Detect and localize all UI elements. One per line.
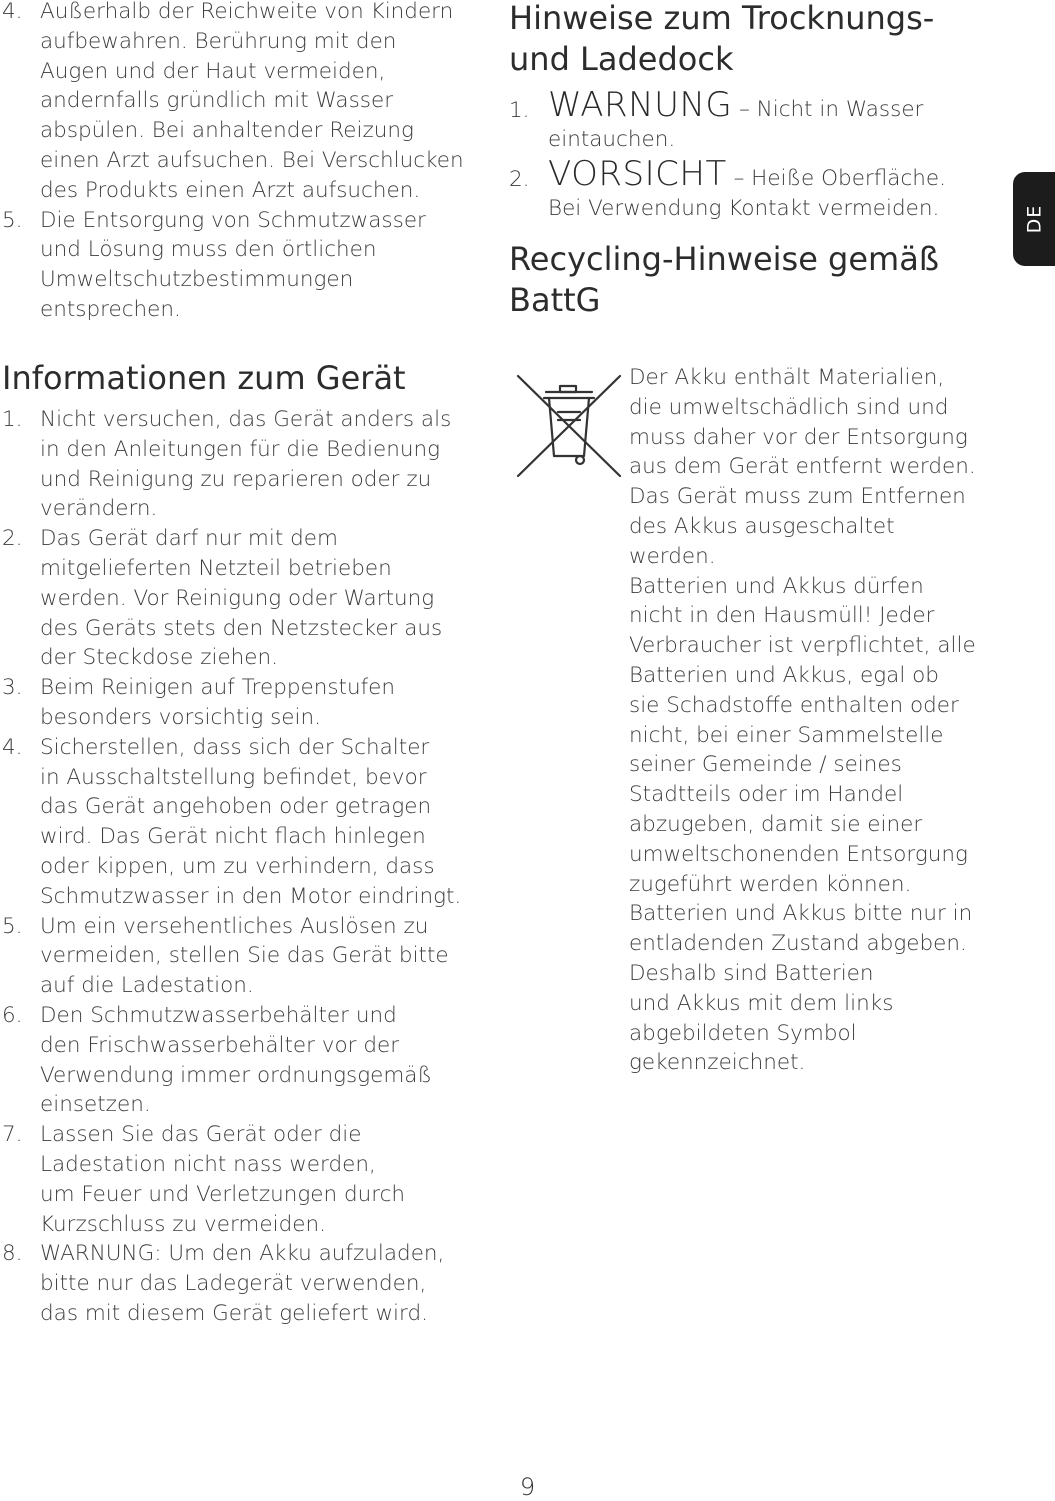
language-tab (1013, 172, 1055, 266)
section-heading-dock: Hinweise zum Trocknungs- und Ladedock (509, 0, 935, 78)
list-item (0, 206, 480, 325)
list-text: Um ein versehentliches Auslösen zu vermeiden, stellen Sie das Gerät bitte auf die Ladestation. (40, 913, 449, 999)
list-number: 5. (2, 207, 23, 233)
list-number: 2. (509, 167, 530, 192)
device-info-list (0, 405, 480, 1329)
list-number: 1. (509, 98, 530, 123)
list-text: Die Entsorgung von Schmutzwasser und Lösung muss den örtlichen Umweltschutzbestimmungen entsprechen. (40, 207, 426, 322)
caution-item (508, 154, 988, 224)
page-number: 9 (519, 1473, 536, 1501)
list-item (0, 733, 480, 912)
list-number: 4. (2, 734, 23, 760)
section-heading-recycling: Recycling-Hinweise gemäß BattG (509, 240, 939, 319)
list-item (0, 912, 480, 1001)
list-text: Lassen Sie das Gerät oder die Ladestation nicht nass werden, um Feuer und Verletzungen durch Kurzschluss zu vermeiden. (40, 1122, 406, 1237)
list-item (0, 0, 480, 206)
warning-text: – Nicht in Wasser eintauchen. (548, 97, 924, 152)
list-text: WARNUNG: Um den Akku aufzuladen, bitte nur das Ladegerät verwenden, das mit diesem Gerät geliefert wird. (40, 1241, 445, 1326)
crossed-out-wheelie-bin-icon (516, 374, 622, 478)
dock-notes-list (508, 85, 988, 224)
caution-text: – Heiße Oberfläche. Bei Verwendung Kontakt vermeiden. (548, 166, 946, 221)
list-item (0, 673, 480, 733)
list-number: 5. (2, 913, 23, 939)
list-item (0, 1001, 480, 1120)
list-text: Nicht versuchen, das Gerät anders als in den Anleitungen für die Bedienung und Reinigung zu reparieren oder zu verändern. (40, 407, 452, 522)
list-item (0, 405, 480, 524)
list-text: Außerhalb der Reichweite von Kindern aufbewahren. Berührung mit den Augen und der Haut vermeiden, andernfalls gründlich mit Wasser abspülen. Bei anhaltender Reizung einen Arzt aufsuchen. Bei Verschlucken des Produkts einen Arzt aufsuchen. (40, 0, 464, 203)
list-text: Beim Reinigen auf Treppenstufen besonders vorsichtig sein. (40, 675, 396, 730)
safety-list-continued (0, 0, 480, 325)
warning-keyword: WARNUNG (548, 85, 733, 125)
list-text: Sicherstellen, dass sich der Schalter in Ausschaltstellung befindet, bevor das Gerät angehoben oder getragen wird. Das Gerät nicht flach hinlegen oder kippen, um zu verhindern, dass Schmutzwasser in den Motor eindringt. (40, 734, 462, 909)
list-number: 1. (2, 407, 23, 432)
language-label: DE (1022, 204, 1045, 234)
list-number: 6. (2, 1002, 23, 1028)
warning-item (508, 85, 988, 155)
list-number: 3. (2, 675, 23, 701)
recycling-text: Der Akku enthält Materialien, die umweltschädlich sind und muss daher vor der Entsorgung aus dem Gerät entfernt werden. Das Gerät muss zum Entfernen des Akkus ausgeschaltet werden. Batterien und Akkus dürfen nicht in den Hausmüll! Jeder Verbraucher ist verpflichtet, alle Batterien und Akkus, egal ob sie Schadstoffe enthalten oder nicht, bei einer Sammelstelle seiner Gemeinde / seines Stadtteils oder im Handel abzugeben, damit sie einer umweltschonenden Entsorgung zugeführt werden können. Batterien und Akkus bitte nur in entladenden Zustand abgeben. Deshalb sind Batterien und Akkus mit dem links abgebildeten Symbol gekennzeichnet. (629, 365, 976, 1076)
list-number: 8. (2, 1241, 23, 1267)
list-number: 7. (2, 1122, 23, 1148)
caution-keyword: VORSICHT (548, 154, 727, 194)
list-item (0, 1120, 480, 1239)
list-item (0, 1239, 480, 1328)
list-text: Den Schmutzwasserbehälter und den Frischwasserbehälter vor der Verwendung immer ordnungsgemäß einsetzen. (40, 1002, 432, 1118)
list-number: 4. (2, 0, 23, 24)
list-item (0, 524, 480, 673)
section-heading-device-info: Informationen zum Gerät (2, 359, 406, 397)
list-text: Das Gerät darf nur mit dem mitgelieferten Netzteil betrieben werden. Vor Reinigung oder Wartung des Geräts stets den Netzstecker aus der Steckdose ziehen. (40, 526, 443, 671)
list-number: 2. (2, 526, 23, 552)
